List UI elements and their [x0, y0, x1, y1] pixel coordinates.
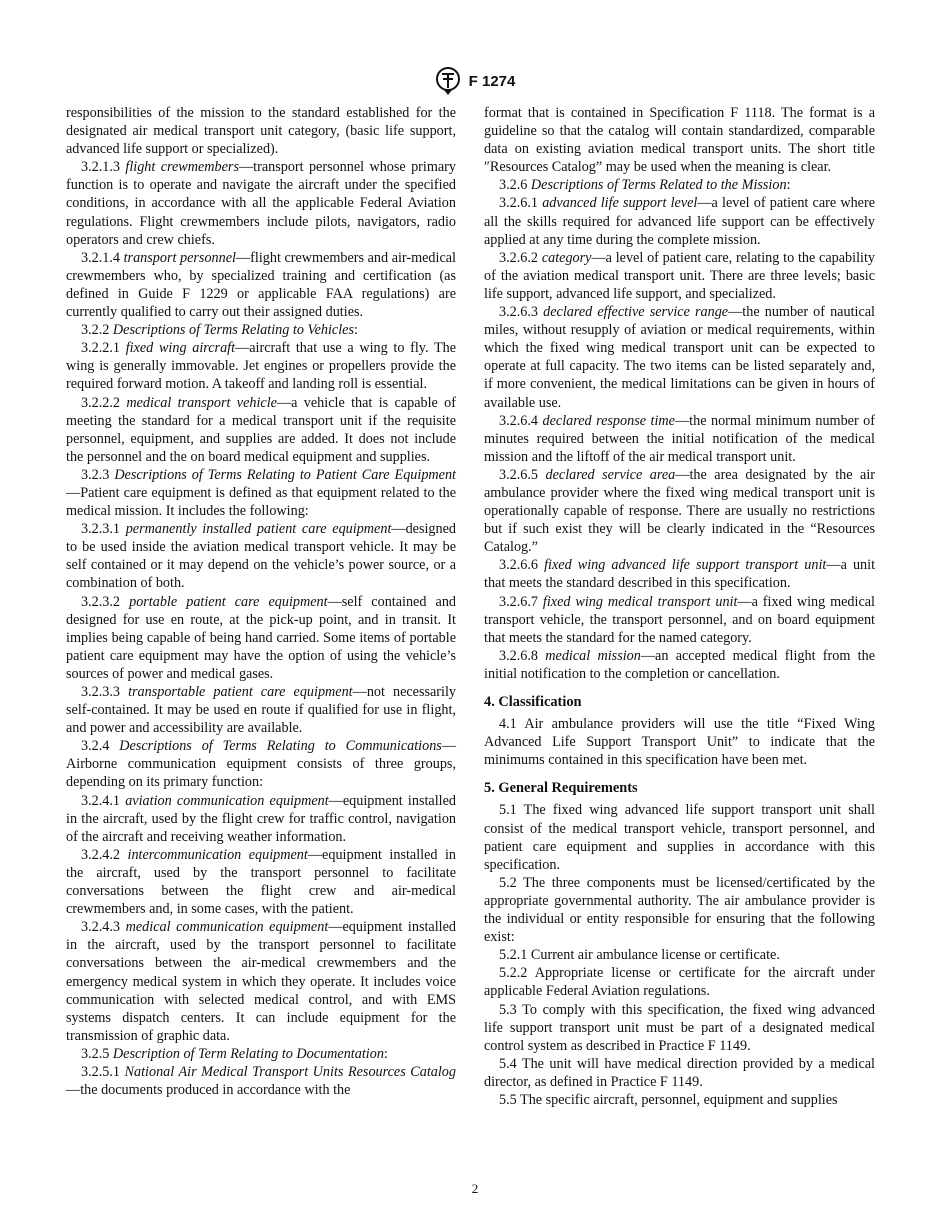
- defined-term: fixed wing advanced life support transport unit: [544, 557, 827, 574]
- section-heading: 4. Classification: [484, 694, 582, 710]
- paragraph-text: 5.2.1 Current air ambulance license or certificate.: [499, 947, 780, 964]
- defined-term: transportable patient care equipment: [128, 684, 353, 700]
- paragraph: [66, 846, 456, 918]
- defined-term: advanced life support level: [542, 195, 698, 212]
- paragraph: [66, 339, 456, 393]
- clause-number: 3.2.3.3: [81, 684, 129, 700]
- paragraph-text: —the area designated by the air ambulance provider where the fixed wing medical transport unit is operationally capable of response. There are usually no restrictions but if such exist they will be clearly indicated in the “Resources Catalog.”: [484, 466, 876, 556]
- paragraph: [66, 104, 456, 158]
- right-column: [484, 104, 875, 1109]
- paragraph: [484, 249, 875, 303]
- paragraph: [484, 801, 875, 873]
- clause-number: 3.2.4.2: [81, 846, 128, 863]
- page-header: [0, 66, 950, 96]
- defined-term: National Air Medical Transport Units Resources Catalog: [124, 1063, 456, 1080]
- defined-term: transport personnel: [123, 249, 236, 266]
- clause-number: 3.2.6.8: [499, 647, 546, 664]
- clause-number: 3.2.3: [81, 466, 115, 483]
- defined-term: declared response time: [542, 412, 675, 429]
- paragraph: [66, 520, 456, 592]
- page-number: 2: [471, 1181, 479, 1196]
- clause-number: 3.2.2.2: [81, 394, 127, 411]
- defined-term: medical communication equipment: [125, 919, 329, 936]
- clause-number: 3.2.1.4: [81, 249, 124, 266]
- paragraph-text: —equipment installed in the aircraft, used by the flight crew for traffic control, navigation of the aircraft and receiving weather information.: [66, 792, 456, 845]
- paragraph-text: 5.2.2 Appropriate license or certificate for the aircraft under applicable Federal Aviation regulations.: [484, 965, 875, 1000]
- paragraph: [66, 321, 456, 339]
- section-heading: 5. General Requirements: [484, 780, 638, 797]
- paragraph: [484, 593, 875, 647]
- defined-term: permanently installed patient care equipment: [125, 521, 392, 538]
- paragraph-text: —a level of patient care where all the skills required for advanced life support can be effectively applied at any time during the complete mission.: [484, 195, 876, 248]
- paragraph-text: —Airborne communication equipment consists of three groups, depending on its primary function:: [66, 738, 457, 791]
- paragraph: [484, 946, 875, 964]
- paragraph: [484, 964, 875, 1000]
- clause-number: 3.2.4: [81, 738, 120, 755]
- paragraph: [484, 1091, 875, 1109]
- paragraph: [484, 1001, 875, 1055]
- defined-term: portable patient care equipment: [129, 593, 328, 610]
- defined-term: intercommunication equipment: [127, 846, 308, 863]
- paragraph: [484, 194, 875, 248]
- paragraph-text: 5.5 The specific aircraft, personnel, equipment and supplies: [499, 1091, 838, 1108]
- paragraph: [66, 249, 456, 321]
- defined-term: Descriptions of Terms Related to the Mission: [530, 177, 787, 194]
- paragraph: [484, 466, 875, 556]
- paragraph: [66, 683, 456, 737]
- defined-term: declared service area: [545, 466, 676, 483]
- paragraph-text: —a fixed wing medical transport vehicle, the transport personnel, and on board equipment that meets the standard for the named category.: [484, 593, 875, 646]
- clause-number: 3.2.6.7: [499, 593, 543, 610]
- clause-number: 3.2.5.1: [81, 1063, 125, 1080]
- paragraph-text: responsibilities of the mission to the standard established for the designated air medical transport unit category, (basic life support, advanced life support or specialized).: [66, 105, 456, 158]
- paragraph-text: 4.1 Air ambulance providers will use the title “Fixed Wing Advanced Life Support Transport Unit” to indicate that the minimums contained in this specification have been met.: [484, 716, 875, 769]
- astm-logo-icon: [435, 66, 461, 96]
- paragraph-text: 5.3 To comply with this specification, the fixed wing advanced life support transport unit must be part of a designated medical control system as described in Practice F 1149.: [484, 1001, 875, 1054]
- defined-term: declared effective service range: [543, 304, 729, 321]
- paragraph: [484, 874, 875, 946]
- paragraph-text: —aircraft that use a wing to fly. The wing is generally immovable. Jet engines or propellers provide the required forward motion. A takeoff and landing roll is essential.: [66, 340, 456, 393]
- clause-number: 3.2.6.2: [499, 249, 542, 266]
- standard-designation: F 1274: [468, 72, 516, 90]
- clause-number: 3.2.3.1: [81, 521, 126, 538]
- defined-term: Descriptions of Terms Relating to Patient Care Equipment: [114, 466, 456, 483]
- paragraph-text: —an accepted medical flight from the initial notification to the completion or cancellation.: [484, 647, 875, 682]
- paragraph: [66, 737, 456, 791]
- paragraph-text: —transport personnel whose primary function is to operate and navigate the aircraft under the specified conditions, in accordance with all the applicable Federal Aviation regulations. Flight crewmembers include pilots, navigators, radio operators and crew chiefs.: [66, 159, 456, 248]
- clause-number: 3.2.2: [81, 322, 113, 339]
- defined-term: fixed wing medical transport unit: [542, 593, 738, 610]
- paragraph: [66, 593, 456, 683]
- clause-number: 3.2.6: [499, 177, 531, 194]
- defined-term: fixed wing aircraft: [125, 340, 236, 357]
- paragraph-text: :: [786, 177, 791, 194]
- paragraph: [66, 792, 456, 846]
- clause-number: 3.2.6.4: [499, 412, 543, 429]
- paragraph-text: —a level of patient care, relating to the capability of the aviation medical transport unit. There are three levels; basic life support, advanced life support, and specialized.: [484, 249, 875, 302]
- paragraph-text: 5.1 The fixed wing advanced life support transport unit shall consist of the medical transport vehicle, transport personnel, and patient care equipment and supplies in accordance with this specification.: [484, 802, 875, 873]
- clause-number: 3.2.6.5: [499, 466, 546, 483]
- paragraph-text: —self contained and designed for use en route, at the pick-up point, and in transit. It implies being capable of being hand carried. Some items of portable patient care equipment may have the option of using the vehicle’s sources of power and medical gases.: [66, 593, 457, 682]
- clause-number: 3.2.1.3: [81, 159, 126, 176]
- defined-term: medical mission: [545, 647, 641, 664]
- defined-term: medical transport vehicle: [126, 394, 277, 411]
- defined-term: Description of Term Relating to Documentation: [112, 1045, 384, 1062]
- clause-number: 3.2.6.6: [499, 557, 545, 574]
- paragraph: [66, 394, 456, 466]
- paragraph-text: —the documents produced in accordance with the: [66, 1082, 351, 1099]
- paragraph-text: :: [353, 322, 358, 339]
- paragraph-text: —the number of nautical miles, without resupply of aviation or medical requirements, within which the fixed wing medical transport unit can be expected to operate at full capacity. The two items can be listed separately and, if more convenient, the medical limitations can be given in hours of available use.: [484, 304, 875, 411]
- paragraph-text: —designed to be used inside the aviation medical transport vehicle. It may be self contained or it may depend on the vehicle’s power source, or a combination of both.: [66, 521, 457, 592]
- paragraph: [66, 1045, 456, 1063]
- paragraph-text: :: [383, 1045, 388, 1062]
- paragraph-text: —not necessarily self-contained. It may be used en route if qualified for use in flight, and power and accessibility are available.: [66, 684, 457, 737]
- paragraph: [66, 1063, 456, 1099]
- clause-number: 3.2.3.2: [81, 593, 130, 610]
- paragraph-text: —equipment installed in the aircraft, used by the transport personnel to facilitate conversations between the air-medical crewmembers and the emergency medical system in which they operate. It includes voice communication with selected medical control, and with EMS systems dispatch centers. It can include equipment for the transmission of graphic data.: [66, 919, 456, 1044]
- clause-number: 3.2.2.1: [81, 340, 126, 357]
- clause-number: 3.2.4.1: [81, 792, 126, 809]
- paragraph-text: format that is contained in Specification F 1118. The format is a guideline so that the catalog will contain standardized, comparable data on existing aviation medical transport units. The short title ″Resources Catalog” may be used when the meaning is clear.: [484, 105, 875, 176]
- paragraph: [484, 412, 875, 466]
- defined-term: Descriptions of Terms Relating to Communications: [119, 738, 442, 755]
- paragraph: [66, 466, 456, 520]
- paragraph-text: —a unit that meets the standard described in this specification.: [484, 557, 876, 592]
- paragraph: [484, 556, 875, 592]
- paragraph: [484, 303, 875, 412]
- paragraph: [66, 158, 456, 248]
- clause-number: 3.2.6.1: [499, 195, 543, 212]
- paragraph: [66, 918, 456, 1045]
- clause-number: 3.2.5: [81, 1045, 113, 1062]
- paragraph-text: 5.2 The three components must be licensed/certificated by the appropriate governmental authority. The air ambulance provider is the individual or entity responsible for ensuring that the following exist:: [484, 874, 875, 946]
- paragraph-text: —flight crewmembers and air-medical crewmembers who, by specialized training and certification (as defined in Guide F 1229 or applicable FAA regulations) are currently qualified to carry out their assigned duties.: [66, 249, 456, 321]
- paragraph: [484, 1055, 875, 1091]
- clause-number: 3.2.4.3: [81, 919, 126, 936]
- defined-term: aviation communication equipment: [125, 792, 329, 809]
- paragraph: [484, 647, 875, 683]
- left-column: [66, 104, 456, 1099]
- paragraph-text: —equipment installed in the aircraft, used by the transport personnel to facilitate conversations between the flight crew and air-medical crewmembers and, in some cases, with the patient.: [66, 846, 457, 918]
- defined-term: Descriptions of Terms Relating to Vehicles: [112, 322, 354, 339]
- paragraph-text: —a vehicle that is capable of meeting the standard for a medical transport unit if the requisite personnel, equipment, and supplies are added. It does not include the personnel and the on board medical equipment and supplies.: [66, 394, 456, 465]
- paragraph: [484, 715, 875, 769]
- paragraph-text: —Patient care equipment is defined as that equipment related to the medical mission. It includes the following:: [66, 484, 456, 520]
- paragraph-text: 5.4 The unit will have medical direction provided by a medical director, as defined in Practice F 1149.: [484, 1055, 875, 1090]
- defined-term: category: [541, 249, 592, 266]
- defined-term: flight crewmembers: [125, 159, 239, 176]
- clause-number: 3.2.6.3: [499, 304, 544, 321]
- paragraph: [484, 176, 875, 194]
- paragraph: [484, 104, 875, 176]
- paragraph-text: —the normal minimum number of minutes required between the initial notification of the medical mission and the liftoff of the air medical transport unit.: [484, 412, 876, 465]
